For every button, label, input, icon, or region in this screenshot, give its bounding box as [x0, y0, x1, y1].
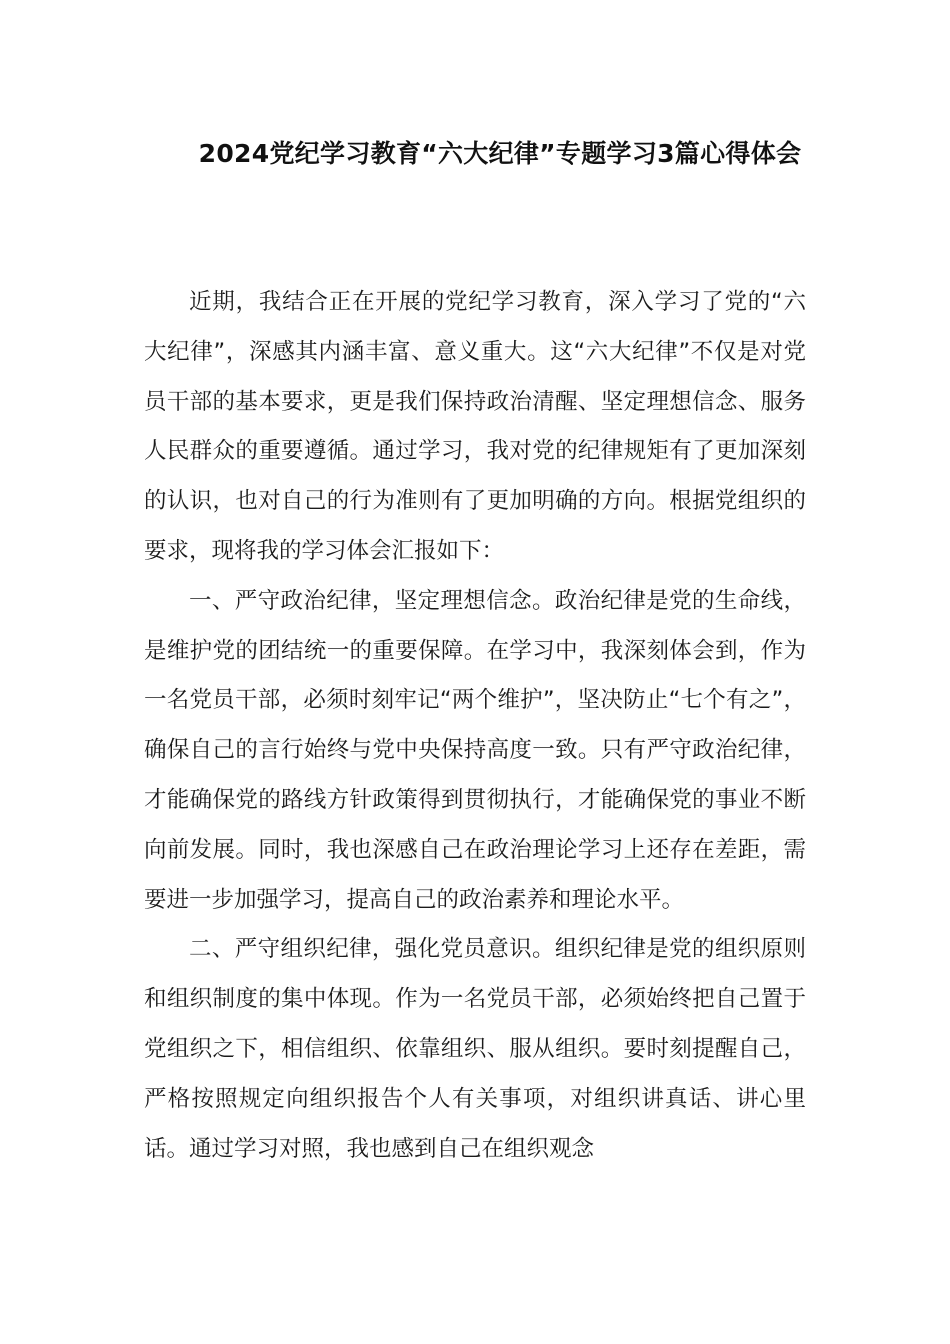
paragraph-political-discipline: 一、严守政治纪律，坚定理想信念。政治纪律是党的生命线，是维护党的团结统一的重要保障。在学习中，我深刻体会到，作为一名党员干部，必须时刻牢记“两个维护”，坚决防止“七个有之”，确保自己的言行始终与党中央保持高度一致。只有严守政治纪律，才能确保党的路线方针政策得到贯彻执行，才能确保党的事业不断向前发展。同时，我也深感自己在政治理论学习上还存在差距，需要进一步加强学习，提高自己的政治素养和理论水平。 — [144, 587, 806, 913]
paragraph-organizational-discipline: 二、严守组织纪律，强化党员意识。组织纪律是党的组织原则和组织制度的集中体现。作为一名党员干部，必须始终把自己置于党组织之下，相信组织、依靠组织、服从组织。要时刻提醒自己，严格按照规定向组织报告个人有关事项，对组织讲真话、讲心里话。通过学习对照，我也感到自己在组织观念 — [144, 936, 806, 1162]
paragraph-intro: 近期，我结合正在开展的党纪学习教育，深入学习了党的“六大纪律”，深感其内涵丰富、意义重大。这“六大纪律”不仅是对党员干部的基本要求，更是我们保持政治清醒、坚定理想信念、服务人民群众的重要遵循。通过学习，我对党的纪律规矩有了更加深刻的认识，也对自己的行为准则有了更加明确的方向。根据党组织的要求，现将我的学习体会汇报如下： — [144, 289, 806, 564]
document-body — [144, 278, 806, 1174]
document-title: 2024党纪学习教育“六大纪律”专题学习3篇心得体会 — [198, 139, 802, 168]
